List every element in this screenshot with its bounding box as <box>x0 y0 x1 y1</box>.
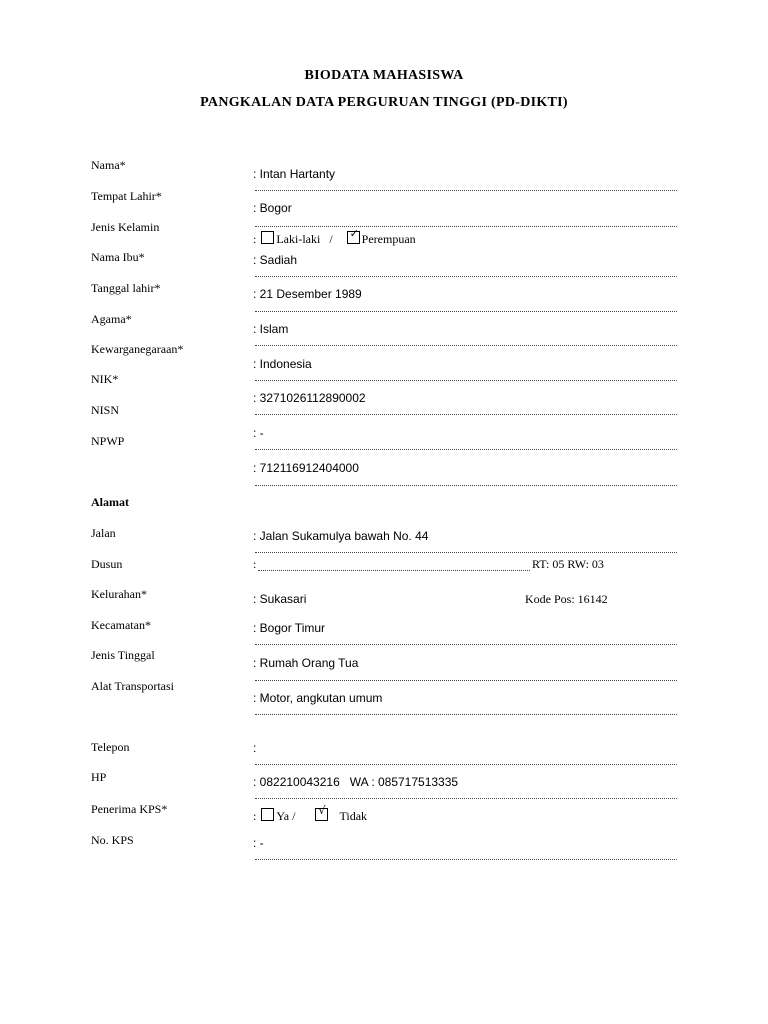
value-npwp: : 712116912404000 <box>253 461 359 475</box>
label-jenis-kelamin: Jenis Kelamin <box>91 220 160 234</box>
kps-options <box>253 804 368 824</box>
value-agama: : Islam <box>253 322 289 336</box>
dusun-prefix: : <box>253 557 257 571</box>
dotted-line <box>255 380 677 381</box>
document-subtitle: PANGKALAN DATA PERGURUAN TINGGI (PD-DIKTI) <box>200 95 568 110</box>
label-alat-transportasi: Alat Transportasi <box>91 679 175 693</box>
dotted-line <box>255 276 677 277</box>
value-hp: : 082210043216 WA : 085717513335 <box>253 775 459 789</box>
value-no-kps: : - <box>253 836 264 850</box>
value-tempat-lahir: : Bogor <box>253 201 292 215</box>
label-agama: Agama* <box>91 312 132 326</box>
value-alat-transportasi: : Motor, angkutan umum <box>253 691 383 705</box>
label-dusun: Dusun <box>91 557 123 571</box>
value-nama: : Intan Hartanty <box>253 167 336 181</box>
dotted-line <box>255 190 677 191</box>
label-penerima-kps: Penerima KPS* <box>91 802 168 816</box>
kps-prefix: : <box>253 809 257 823</box>
value-jalan: : Jalan Sukamulya bawah No. 44 <box>253 529 429 543</box>
dotted-line <box>255 311 677 312</box>
value-kecamatan: : Bogor Timur <box>253 621 326 635</box>
checkbox-tidak[interactable] <box>315 804 328 821</box>
label-tanggal-lahir: Tanggal lahir* <box>91 281 161 295</box>
option-tidak: Tidak <box>339 809 368 823</box>
value-nisn: : - <box>253 426 264 440</box>
option-ya: Ya / <box>276 809 296 823</box>
label-jalan: Jalan <box>91 526 116 540</box>
gender-options <box>253 227 416 247</box>
label-npwp: NPWP <box>91 434 125 448</box>
dotted-line <box>255 680 677 681</box>
label-kelurahan: Kelurahan* <box>91 587 147 601</box>
value-kode-pos: Kode Pos: 16142 <box>525 592 608 606</box>
label-no-kps: No. KPS <box>91 833 134 847</box>
check-icon: ✓ <box>349 227 359 240</box>
gender-prefix: : <box>253 232 257 246</box>
dotted-line <box>255 226 677 227</box>
label-kecamatan: Kecamatan* <box>91 618 151 632</box>
dotted-line <box>255 485 677 486</box>
value-telepon: : <box>253 741 257 755</box>
label-jenis-tinggal: Jenis Tinggal <box>91 648 155 662</box>
value-rt-rw: RT: 05 RW: 03 <box>532 557 604 571</box>
dotted-line <box>255 345 677 346</box>
dotted-line <box>255 714 677 715</box>
option-laki-laki: Laki-laki <box>276 232 321 246</box>
value-kewarganegaraan: : Indonesia <box>253 357 312 371</box>
dotted-line <box>255 764 677 765</box>
label-telepon: Telepon <box>91 740 130 754</box>
check-icon: √ <box>318 804 326 817</box>
value-tanggal-lahir: : 21 Desember 1989 <box>253 287 362 301</box>
checkbox-ya[interactable] <box>261 808 274 821</box>
dotted-line <box>255 644 677 645</box>
checkbox-laki-laki[interactable] <box>261 231 274 244</box>
label-nik: NIK* <box>91 372 119 386</box>
label-nama-ibu: Nama Ibu* <box>91 250 145 264</box>
label-kewarganegaraan: Kewarganegaraan* <box>91 342 184 356</box>
dotted-line <box>255 859 677 860</box>
dotted-line <box>255 414 677 415</box>
dotted-line <box>255 552 677 553</box>
dotted-line <box>258 570 530 571</box>
dotted-line <box>255 449 677 450</box>
value-kelurahan: : Sukasari <box>253 592 307 606</box>
section-heading-alamat: Alamat <box>91 495 129 509</box>
label-hp: HP <box>91 770 107 784</box>
value-nama-ibu: : Sadiah <box>253 253 298 267</box>
dotted-line <box>255 798 677 799</box>
label-nisn: NISN <box>91 403 120 417</box>
label-tempat-lahir: Tempat Lahir* <box>91 189 162 203</box>
checkbox-perempuan[interactable] <box>347 227 360 244</box>
value-jenis-tinggal: : Rumah Orang Tua <box>253 656 359 670</box>
gender-separator: / <box>329 232 333 246</box>
value-nik: : 3271026112890002 <box>253 391 366 405</box>
document-title: BIODATA MAHASISWA <box>304 68 464 83</box>
label-nama: Nama* <box>91 158 126 172</box>
option-perempuan: Perempuan <box>361 232 416 246</box>
